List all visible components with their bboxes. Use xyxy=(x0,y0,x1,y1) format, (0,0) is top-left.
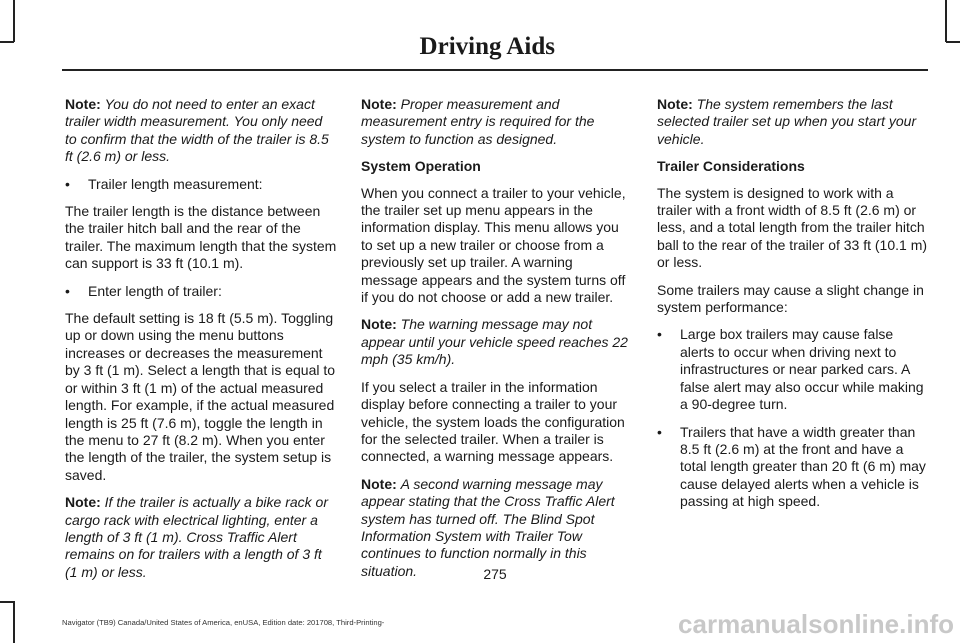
column-2 xyxy=(361,96,633,590)
bullet-dot: • xyxy=(657,326,662,343)
paragraph: When you connect a trailer to your vehicle, the trailer set up menu appears in the information display. This menu allows you to set up a new trailer or choose from a previously set up trailer. A warning message appears and the system turns off if you do not choose or add a new trailer. xyxy=(361,184,626,306)
column-1 xyxy=(65,96,337,591)
note-text: Proper measurement and measurement entry is required for the system to function as designed. xyxy=(361,96,595,147)
note-text: The system remembers the last selected trailer set up when you start your vehicle. xyxy=(657,96,917,147)
bullet-text: Trailers that have a width greater than 8.5 ft (2.6 m) at the front and have a total length greater than 20 ft (6 m) may cause delayed alerts when a vehicle is passing at high speed. xyxy=(680,423,926,510)
note-label: Note: xyxy=(361,96,397,112)
paragraph: If you select a trailer in the information display before connecting a trailer to your vehicle, the system loads the configuration for the selected trailer. When a trailer is connected, a warning message appears. xyxy=(361,378,625,465)
note-text: If the trailer is actually a bike rack or cargo rack with electrical lighting, enter a length of 3 ft (1 m). Cross Traffic Alert remains on for trailers with a length of 3 ft (1 m) or less. xyxy=(65,494,328,580)
bullet-dot: • xyxy=(657,423,662,440)
paragraph: The trailer length is the distance between the trailer hitch ball and the rear of the trailer. The maximum length that the system can support is 33 ft (10.1 m). xyxy=(65,203,337,272)
note-label: Note: xyxy=(657,96,693,112)
page-title: Driving Aids xyxy=(419,33,555,60)
bullet-text: Enter length of trailer: xyxy=(88,282,222,299)
note-warning-speed xyxy=(361,316,633,368)
note-text: You do not need to enter an exact trailer width measurement. You only need to confirm that the width of the trailer is 8.5 ft (2.6 m) or less. xyxy=(65,96,329,165)
crop-mark-top-right-h xyxy=(946,41,960,43)
crop-mark-top-right-v xyxy=(945,0,947,42)
paragraph: The default setting is 18 ft (5.5 m). Toggling up or down using the menu buttons increases or decreases the measurement by 3 ft (1 m). Select a length that is equal to or within 3 ft (1 m) of the actual measured length. For example, if the actual measured length is 25 ft (7.6 m), toggle the length in the menu to 27 ft (8.2 m). When you enter the length of the trailer, the system setup is saved. xyxy=(65,310,336,483)
bullet-item xyxy=(65,176,337,193)
crop-mark-top-left-h xyxy=(0,41,14,43)
crop-mark-bottom-left-h xyxy=(0,601,14,603)
bullet-dot: • xyxy=(65,175,70,192)
note-measurement xyxy=(361,96,633,148)
bullet-dot: • xyxy=(65,282,70,299)
note-label: Note: xyxy=(361,475,397,492)
section-heading-trailer-considerations: Trailer Considerations xyxy=(657,158,805,175)
note-text: A second warning message may appear stating that the Cross Traffic Alert system has turned off. The Blind Spot Information System with Trailer Tow continues to function normally in this situation. xyxy=(361,475,615,579)
paragraph: Some trailers may cause a slight change in system performance: xyxy=(657,281,924,316)
section-heading-system-operation: System Operation xyxy=(361,158,481,175)
paragraph: The system is designed to work with a trailer with a front width of 8.5 ft (2.6 m) or less, and a total length from the trailer hitch ball to the rear of the trailer of 33 ft (10.1 m) or less. xyxy=(657,184,928,271)
note-text: The warning message may not appear until your vehicle speed reaches 22 mph (35 km/h). xyxy=(361,316,628,368)
note-second-warning xyxy=(361,476,633,580)
bullet-item xyxy=(657,326,929,413)
crop-mark-top-left-v xyxy=(13,0,15,42)
note-label: Note: xyxy=(361,316,397,333)
page-number: 275 xyxy=(483,566,507,582)
note-label: Note: xyxy=(65,494,101,511)
crop-mark-bottom-left-v xyxy=(13,601,15,643)
note-label: Note: xyxy=(65,96,101,112)
watermark: carmanualsonline.info xyxy=(678,609,954,639)
footer-edition-info: Navigator (TB9) Canada/United States of America, enUSA, Edition date: 201708, Third-Printing- xyxy=(62,618,385,627)
note-trailer-width xyxy=(65,96,337,166)
bullet-item xyxy=(657,424,929,511)
note-remembers-setup xyxy=(657,96,929,148)
bullet-item xyxy=(65,283,337,300)
header-divider xyxy=(62,69,928,71)
bullet-text: Large box trailers may cause false alerts to occur when driving next to infrastructures or near parked cars. A false alert may also occur while making a 90-degree turn. xyxy=(680,326,924,413)
column-3 xyxy=(657,96,929,521)
bullet-text: Trailer length measurement: xyxy=(88,175,263,192)
